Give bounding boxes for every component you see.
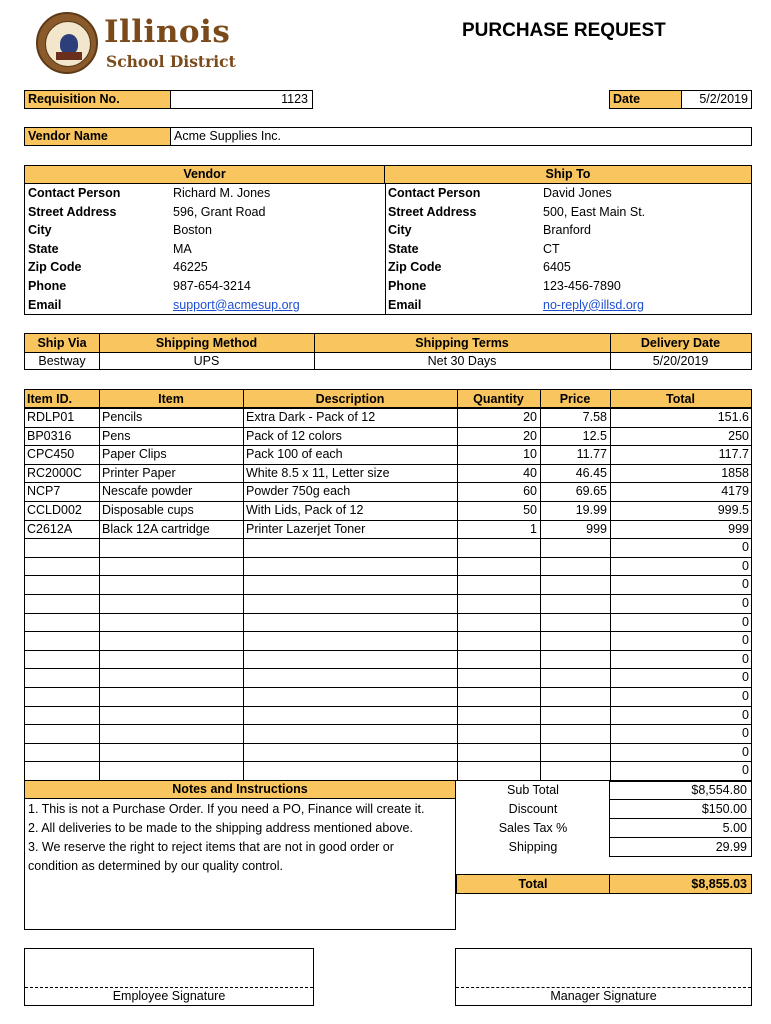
item-description-cell[interactable]: Pack 100 of each <box>246 447 343 462</box>
item-name-cell[interactable] <box>102 594 241 613</box>
vendor-email-link[interactable]: support@acmesup.org <box>173 297 300 312</box>
notes-section <box>24 780 456 930</box>
item-id-cell[interactable]: CPC450 <box>27 447 75 462</box>
item-total-cell: 0 <box>742 614 749 629</box>
shipto-field-label: Phone <box>388 279 427 293</box>
item-total-cell: 0 <box>742 540 749 555</box>
item-id-cell[interactable] <box>27 557 97 576</box>
item-description-cell[interactable] <box>246 743 455 762</box>
col-price: Price <box>559 392 591 406</box>
item-description-cell[interactable] <box>246 668 455 687</box>
shipping-cost-field[interactable]: 29.99 <box>609 837 752 857</box>
item-name-cell[interactable] <box>102 631 241 650</box>
discount-field[interactable]: $150.00 <box>609 799 752 819</box>
item-price-cell[interactable] <box>540 687 607 706</box>
item-quantity-cell[interactable] <box>457 687 537 706</box>
item-total-cell: 117.7 <box>718 447 749 462</box>
sales-tax-field[interactable]: 5.00 <box>609 818 752 838</box>
vendor-field-label: Contact Person <box>28 186 121 200</box>
notes-heading: Notes and Instructions <box>25 781 455 799</box>
item-name-cell[interactable] <box>102 687 241 706</box>
shipto-field-label: Contact Person <box>388 186 481 200</box>
vendor-name-field[interactable]: Acme Supplies Inc. <box>170 127 752 146</box>
vendor-field-value[interactable]: MA <box>173 241 192 256</box>
item-name-cell[interactable]: Disposable cups <box>102 503 194 517</box>
delivery-date-header: Delivery Date <box>640 336 721 350</box>
item-quantity-cell[interactable] <box>457 650 537 669</box>
total-value: $8,855.03 <box>609 874 752 894</box>
item-price-cell[interactable]: 69.65 <box>575 484 607 499</box>
item-id-cell[interactable]: CCLD002 <box>27 503 82 517</box>
shipping-method-value[interactable]: UPS <box>193 354 220 368</box>
shipto-field-value[interactable]: CT <box>543 241 560 256</box>
item-description-cell[interactable] <box>246 724 455 743</box>
item-total-cell: 151.6 <box>717 410 749 424</box>
item-description-cell[interactable]: White 8.5 x 11, Letter size <box>246 465 390 480</box>
item-total-cell: 999.5 <box>717 503 749 517</box>
item-total-cell: 0 <box>742 707 749 722</box>
notes-line: condition as determined by our quality control. <box>28 859 284 873</box>
item-description-cell[interactable] <box>246 631 455 650</box>
item-price-cell[interactable] <box>540 575 607 594</box>
vendor-field-value[interactable]: 987-654-3214 <box>173 279 251 293</box>
item-name-cell[interactable]: Pencils <box>102 410 143 424</box>
item-name-cell[interactable] <box>102 724 241 743</box>
item-price-cell[interactable] <box>540 743 607 762</box>
page-title: PURCHASE REQUEST <box>462 20 666 41</box>
item-id-cell[interactable] <box>27 631 97 650</box>
item-id-cell[interactable] <box>27 594 97 613</box>
item-total-cell: 0 <box>742 744 749 759</box>
col-description: Description <box>315 392 385 406</box>
notes-line: 3. We reserve the right to reject items that are not in good order or <box>28 840 394 854</box>
item-quantity-cell[interactable] <box>457 557 537 576</box>
item-description-cell[interactable] <box>246 575 455 594</box>
item-description-cell[interactable]: Extra Dark - Pack of 12 <box>246 410 376 424</box>
shipto-email-link[interactable]: no-reply@illsd.org <box>543 297 644 312</box>
item-description-cell[interactable] <box>246 650 455 669</box>
subtotal-label: Sub Total <box>507 783 559 797</box>
item-name-cell[interactable]: Black 12A cartridge <box>102 521 210 536</box>
item-total-cell: 0 <box>742 651 749 666</box>
item-price-cell[interactable] <box>540 668 607 687</box>
ship-via-header: Ship Via <box>37 336 87 350</box>
item-id-cell[interactable] <box>27 538 97 557</box>
shipto-heading: Ship To <box>385 166 751 184</box>
item-description-cell[interactable]: With Lids, Pack of 12 <box>246 503 364 517</box>
vendor-field-label: City <box>28 223 52 238</box>
item-price-cell[interactable]: 7.58 <box>582 410 607 424</box>
item-name-cell[interactable] <box>102 761 241 780</box>
item-name-cell[interactable] <box>102 557 241 576</box>
item-id-cell[interactable] <box>27 706 97 725</box>
item-description-cell[interactable] <box>246 538 455 557</box>
employee-signature-box[interactable] <box>24 948 314 1006</box>
shipping-method-header: Shipping Method <box>155 336 258 350</box>
item-quantity-cell[interactable] <box>457 743 537 762</box>
item-price-cell[interactable] <box>540 724 607 743</box>
item-id-cell[interactable] <box>27 613 97 632</box>
item-quantity-cell[interactable] <box>457 706 537 725</box>
item-id-cell[interactable]: RDLP01 <box>27 410 75 424</box>
item-id-cell[interactable]: RC2000C <box>27 465 82 480</box>
item-quantity-cell[interactable]: 1 <box>530 521 537 536</box>
item-description-cell[interactable]: Pack of 12 colors <box>246 428 342 443</box>
shipto-field-value[interactable]: 123-456-7890 <box>543 279 621 293</box>
sales-tax-label: Sales Tax % <box>498 821 568 835</box>
item-price-cell[interactable]: 46.45 <box>575 465 607 480</box>
item-total-cell: 4179 <box>721 484 749 499</box>
logo-subtitle: School District <box>106 52 236 71</box>
item-price-cell[interactable]: 19.99 <box>575 503 607 517</box>
item-name-cell[interactable] <box>102 613 241 632</box>
item-name-cell[interactable] <box>102 538 241 557</box>
item-total-cell: 1858 <box>721 465 749 480</box>
item-price-cell[interactable] <box>540 613 607 632</box>
item-price-cell[interactable]: 999 <box>586 521 607 536</box>
item-id-cell[interactable] <box>27 724 97 743</box>
item-total-cell: 0 <box>742 726 749 741</box>
item-id-cell[interactable] <box>27 668 97 687</box>
item-total-cell: 999 <box>728 521 749 536</box>
logo-title: Illinois <box>104 14 231 50</box>
shipping-terms-value[interactable]: Net 30 Days <box>427 354 497 368</box>
item-price-cell[interactable] <box>540 557 607 576</box>
item-id-cell[interactable]: C2612A <box>27 521 73 536</box>
item-description-cell[interactable] <box>246 613 455 632</box>
item-quantity-cell[interactable]: 20 <box>523 410 537 424</box>
item-quantity-cell[interactable]: 10 <box>523 447 537 462</box>
item-id-cell[interactable] <box>27 650 97 669</box>
shipping-label: Shipping <box>508 840 558 854</box>
item-name-cell[interactable] <box>102 668 241 687</box>
item-name-cell[interactable] <box>102 575 241 594</box>
vendor-name-label: Vendor Name <box>24 127 171 146</box>
item-id-cell[interactable] <box>27 687 97 706</box>
logo-seal <box>36 12 98 74</box>
item-price-cell[interactable] <box>540 650 607 669</box>
item-total-cell: 250 <box>728 428 749 443</box>
item-quantity-cell[interactable] <box>457 613 537 632</box>
shipto-field-value[interactable]: 6405 <box>543 260 571 275</box>
item-price-cell[interactable] <box>540 538 607 557</box>
vendor-field-label: Phone <box>28 279 67 293</box>
vendor-field-label: Email <box>28 297 62 312</box>
item-description-cell[interactable] <box>246 557 455 576</box>
vendor-field-label: Zip Code <box>28 260 82 275</box>
item-quantity-cell[interactable] <box>457 538 537 557</box>
item-total-cell: 0 <box>742 558 749 573</box>
item-total-cell: 0 <box>742 577 749 592</box>
shipto-field-value[interactable]: Branford <box>543 223 591 238</box>
shipto-field-label: Street Address <box>388 204 477 219</box>
item-name-cell[interactable] <box>102 706 241 725</box>
item-description-cell[interactable] <box>246 706 455 725</box>
shipto-field-label: Email <box>388 297 422 312</box>
manager-signature-label: Manager Signature <box>550 989 657 1003</box>
manager-signature-box[interactable] <box>455 948 752 1006</box>
item-total-cell: 0 <box>742 689 749 703</box>
ship-via-value[interactable]: Bestway <box>38 354 86 368</box>
item-id-cell[interactable] <box>27 575 97 594</box>
item-total-cell: 0 <box>742 763 749 778</box>
item-quantity-cell[interactable] <box>457 594 537 613</box>
shipto-field-label: City <box>388 223 412 238</box>
requisition-label: Requisition No. <box>24 90 171 109</box>
item-id-cell[interactable]: NCP7 <box>27 484 61 499</box>
vendor-field-value[interactable]: Boston <box>173 223 212 238</box>
shipto-field-label: Zip Code <box>388 260 442 275</box>
item-quantity-cell[interactable] <box>457 631 537 650</box>
col-item-id: Item ID. <box>27 392 73 406</box>
item-id-cell[interactable] <box>27 743 97 762</box>
item-price-cell[interactable] <box>540 761 607 780</box>
vendor-field-label: State <box>28 241 59 256</box>
item-description-cell[interactable] <box>246 594 455 613</box>
item-description-cell[interactable] <box>246 687 455 706</box>
vendor-field-value[interactable]: 596, Grant Road <box>173 204 266 219</box>
shipto-field-label: State <box>388 241 419 256</box>
item-quantity-cell[interactable]: 20 <box>523 428 537 443</box>
item-price-cell[interactable]: 12.5 <box>582 428 607 443</box>
shipto-field-value[interactable]: 500, East Main St. <box>543 204 646 219</box>
notes-line: 1. This is not a Purchase Order. If you need a PO, Finance will create it. <box>28 802 425 816</box>
requisition-field[interactable]: 1123 <box>170 90 313 109</box>
items-table <box>24 389 752 781</box>
vendor-field-value[interactable]: 46225 <box>173 260 208 275</box>
item-quantity-cell[interactable] <box>457 575 537 594</box>
item-name-cell[interactable] <box>102 743 241 762</box>
item-quantity-cell[interactable]: 50 <box>523 503 537 517</box>
item-quantity-cell[interactable] <box>457 724 537 743</box>
date-label: Date <box>609 90 682 109</box>
item-name-cell[interactable]: Paper Clips <box>102 447 167 462</box>
item-price-cell[interactable]: 11.77 <box>576 447 607 462</box>
item-quantity-cell[interactable]: 40 <box>523 465 537 480</box>
shipping-table <box>24 333 752 370</box>
item-description-cell[interactable]: Printer Lazerjet Toner <box>246 521 366 536</box>
item-name-cell[interactable]: Nescafe powder <box>102 484 193 499</box>
total-label: Total <box>456 874 610 894</box>
item-quantity-cell[interactable] <box>457 668 537 687</box>
item-name-cell[interactable]: Printer Paper <box>102 465 176 480</box>
vendor-shipto-section <box>24 165 752 315</box>
shipping-terms-header: Shipping Terms <box>415 336 509 350</box>
item-total-cell: 0 <box>742 596 749 610</box>
item-id-cell[interactable] <box>27 761 97 780</box>
employee-signature-label: Employee Signature <box>112 989 226 1003</box>
vendor-heading: Vendor <box>25 166 385 184</box>
item-id-cell[interactable]: BP0316 <box>27 428 72 443</box>
item-total-cell: 0 <box>742 633 749 648</box>
item-name-cell[interactable] <box>102 650 241 669</box>
subtotal-value: $8,554.80 <box>609 781 752 800</box>
col-total: Total <box>666 392 695 406</box>
item-description-cell[interactable] <box>246 761 455 780</box>
discount-label: Discount <box>508 802 558 816</box>
item-price-cell[interactable] <box>540 631 607 650</box>
col-quantity: Quantity <box>473 392 524 406</box>
item-quantity-cell[interactable]: 60 <box>523 484 537 499</box>
date-field[interactable]: 5/2/2019 <box>681 90 752 109</box>
delivery-date-value[interactable]: 5/20/2019 <box>652 354 709 368</box>
col-item: Item <box>158 392 184 406</box>
item-total-cell: 0 <box>742 670 749 685</box>
item-quantity-cell[interactable] <box>457 761 537 780</box>
notes-line: 2. All deliveries to be made to the shipping address mentioned above. <box>28 821 413 835</box>
shipto-field-value[interactable]: David Jones <box>543 186 612 200</box>
item-name-cell[interactable]: Pens <box>102 428 131 443</box>
vendor-field-label: Street Address <box>28 204 117 219</box>
item-price-cell[interactable] <box>540 706 607 725</box>
item-price-cell[interactable] <box>540 594 607 613</box>
item-description-cell[interactable]: Powder 750g each <box>246 484 351 499</box>
vendor-field-value[interactable]: Richard M. Jones <box>173 186 271 200</box>
